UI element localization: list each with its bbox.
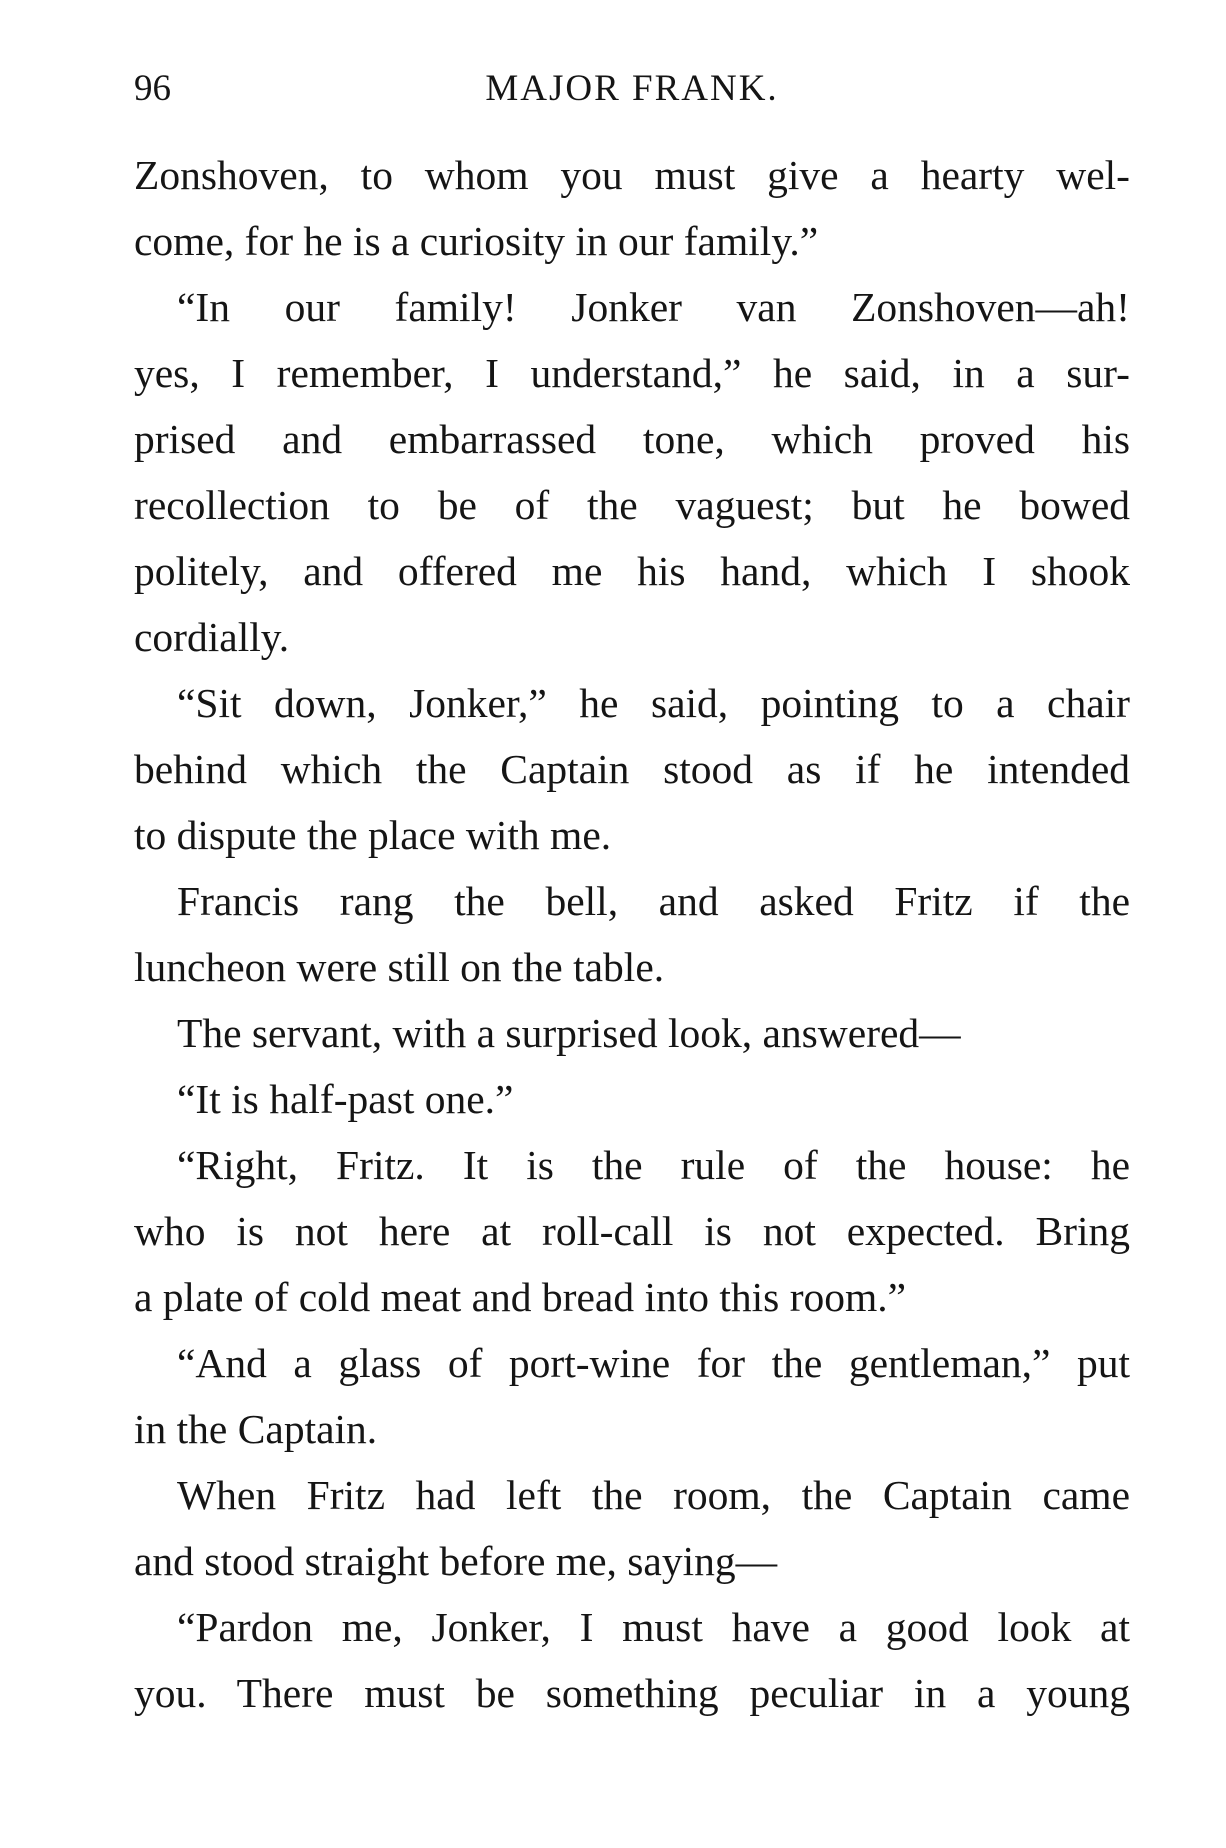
- text-line: yes, I remember, I understand,” he said, in a sur-: [134, 350, 1130, 396]
- text-line: The servant, with a surprised look, answered—: [177, 1010, 961, 1056]
- text-line: luncheon were still on the table.: [134, 944, 665, 990]
- text-line: “It is half-past one.”: [177, 1076, 514, 1122]
- text-line: “In our family! Jonker van Zonshoven—ah!: [177, 284, 1130, 330]
- running-head: [134, 62, 1130, 116]
- text-line: politely, and offered me his hand, which I shook: [134, 548, 1130, 594]
- text-line: Francis rang the bell, and asked Fritz if the: [177, 878, 1130, 924]
- text-line: “Sit down, Jonker,” he said, pointing to a chair: [177, 680, 1130, 726]
- text-line: “Right, Fritz. It is the rule of the house: he: [177, 1142, 1130, 1188]
- text-line: to dispute the place with me.: [134, 812, 612, 858]
- text-line: a plate of cold meat and bread into this room.”: [134, 1274, 907, 1320]
- text-line: behind which the Captain stood as if he intended: [134, 746, 1130, 792]
- text-line: and stood straight before me, saying—: [134, 1538, 778, 1584]
- page-number: 96: [134, 68, 171, 109]
- text-line: you. There must be something peculiar in a young: [134, 1670, 1130, 1716]
- text-line: who is not here at roll-call is not expected. Bring: [134, 1208, 1130, 1254]
- text-line: come, for he is a curiosity in our family.”: [134, 218, 819, 264]
- text-line: recollection to be of the vaguest; but he bowed: [134, 482, 1130, 528]
- text-line: When Fritz had left the room, the Captain came: [177, 1472, 1130, 1518]
- text-line: “Pardon me, Jonker, I must have a good look at: [177, 1604, 1130, 1650]
- text-line: in the Captain.: [134, 1406, 378, 1452]
- running-title: MAJOR FRANK.: [485, 68, 779, 109]
- text-line: “And a glass of port-wine for the gentleman,” put: [177, 1340, 1130, 1386]
- body-text: [134, 142, 1130, 1726]
- text-line: prised and embarrassed tone, which proved his: [134, 416, 1130, 462]
- text-line: Zonshoven, to whom you must give a hearty wel-: [134, 152, 1130, 198]
- text-line: cordially.: [134, 614, 290, 660]
